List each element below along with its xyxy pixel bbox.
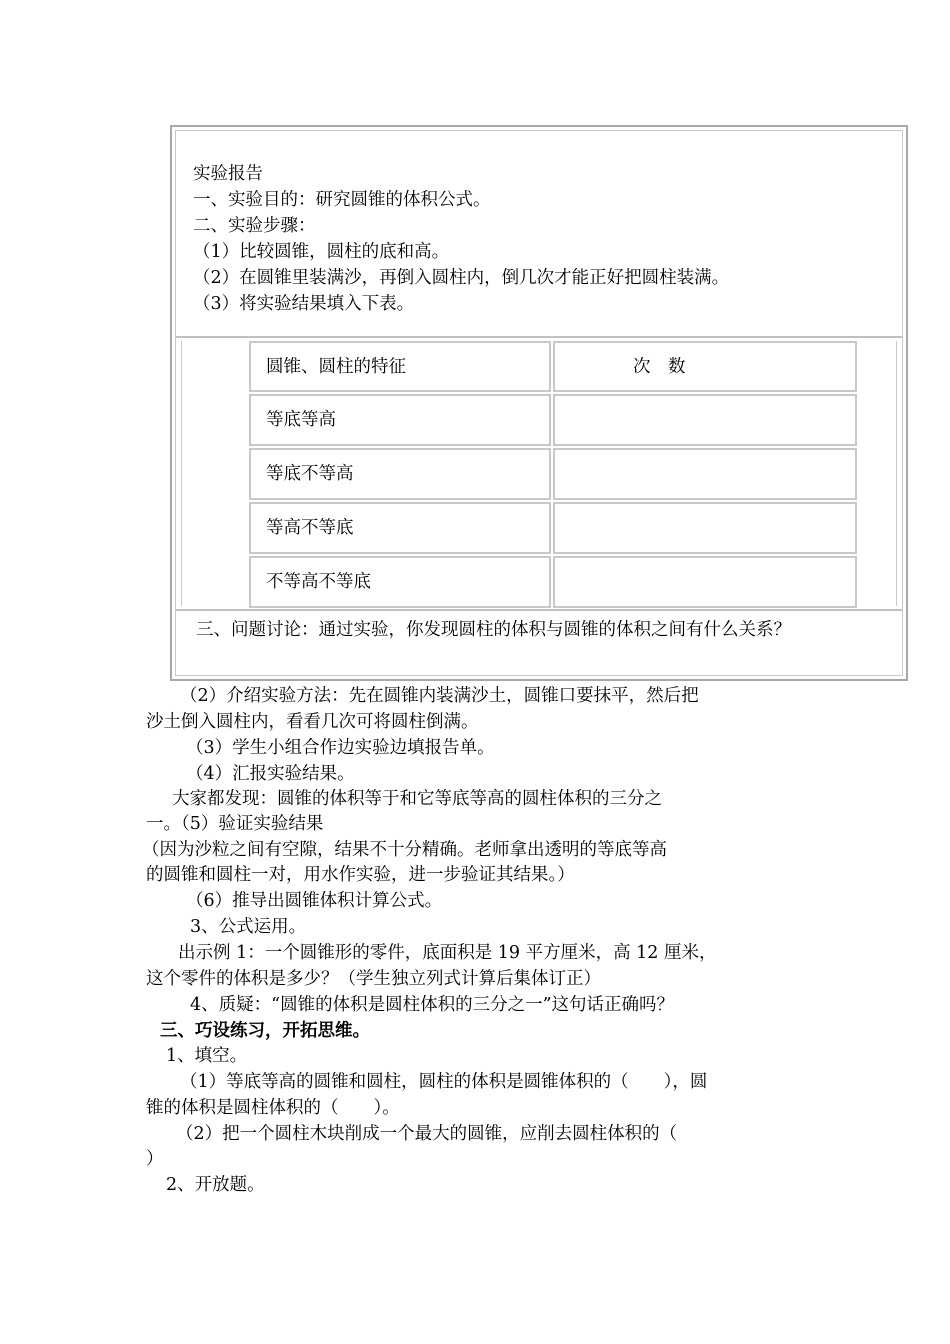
report-step-3: （3）将实验结果填入下表。 <box>193 294 415 314</box>
text-line-8: 的圆锥和圆柱一对，用水作实验，进一步验证其结果。） <box>146 865 575 885</box>
text-line-9: （6）推导出圆锥体积计算公式。 <box>186 891 443 911</box>
report-step-1: （1）比较圆锥，圆柱的底和高。 <box>193 242 450 262</box>
table-row-3-count[interactable] <box>553 502 857 554</box>
report-steps-heading: 二、实验步骤： <box>193 216 316 236</box>
divider-top <box>176 336 902 338</box>
text-line-5: 大家都发现：圆锥的体积等于和它等底等高的圆柱体积的三分之 <box>172 789 662 809</box>
report-header <box>193 161 729 317</box>
text-line-1: （2）介绍实验方法：先在圆锥内装满沙土，圆锥口要抹平，然后把 <box>180 686 699 706</box>
report-inner-frame <box>175 130 903 676</box>
table-row-1-count[interactable] <box>553 394 857 446</box>
report-step-2: （2）在圆锥里装满沙，再倒入圆柱内，倒几次才能正好把圆柱装满。 <box>193 268 730 288</box>
table-row-2-label: 等底不等高 <box>249 448 551 500</box>
text-line-13: 4、质疑：“圆锥的体积是圆柱体积的三分之一”这句话正确吗？ <box>190 995 675 1015</box>
text-line-15: 1、填空。 <box>166 1046 248 1066</box>
table-row-4-label: 不等高不等底 <box>249 556 551 608</box>
text-line-11: 出示例 1：一个圆锥形的零件，底面积是 19 平方厘米，高 12 厘米， <box>178 943 717 963</box>
table-header-feature: 圆锥、圆柱的特征 <box>249 341 551 392</box>
text-line-20: 2、开放题。 <box>166 1175 265 1195</box>
report-title: 实验报告 <box>193 164 263 184</box>
text-line-2: 沙土倒入圆柱内，看看几次可将圆柱倒满。 <box>146 712 479 732</box>
table-row-1-label: 等底等高 <box>249 394 551 446</box>
text-line-10: 3、公式运用。 <box>190 917 307 937</box>
divider-bottom <box>176 609 902 611</box>
text-line-12: 这个零件的体积是多少？（学生独立列式计算后集体订正） <box>146 969 601 989</box>
table-header-count: 次 数 <box>553 341 857 392</box>
table-row-3-label: 等高不等底 <box>249 502 551 554</box>
text-line-19: ） <box>146 1149 164 1169</box>
text-line-4: （4）汇报实验结果。 <box>186 764 355 784</box>
result-table <box>181 341 897 606</box>
report-purpose: 一、实验目的：研究圆锥的体积公式。 <box>193 190 491 210</box>
text-line-3: （3）学生小组合作边实验边填报告单。 <box>186 738 495 758</box>
report-discussion: 三、问题讨论：通过实验，你发现圆柱的体积与圆锥的体积之间有什么关系？ <box>196 620 791 640</box>
table-row-2-count[interactable] <box>553 448 857 500</box>
text-line-7: （因为沙粒之间有空隙，结果不十分精确。老师拿出透明的等底等高 <box>142 840 667 860</box>
section-heading-practice: 三、巧设练习，开拓思维。 <box>160 1021 370 1041</box>
table-row-4-count[interactable] <box>553 556 857 608</box>
experiment-report-box <box>170 125 908 681</box>
text-line-16: （1）等底等高的圆锥和圆柱，圆柱的体积是圆锥体积的（ ），圆 <box>180 1072 708 1092</box>
text-line-6: 一。（5）验证实验结果 <box>146 814 324 834</box>
text-line-17: 锥的体积是圆柱体积的（ ）。 <box>146 1098 400 1118</box>
text-line-18: （2）把一个圆柱木块削成一个最大的圆锥，应削去圆柱体积的（ <box>176 1124 678 1144</box>
